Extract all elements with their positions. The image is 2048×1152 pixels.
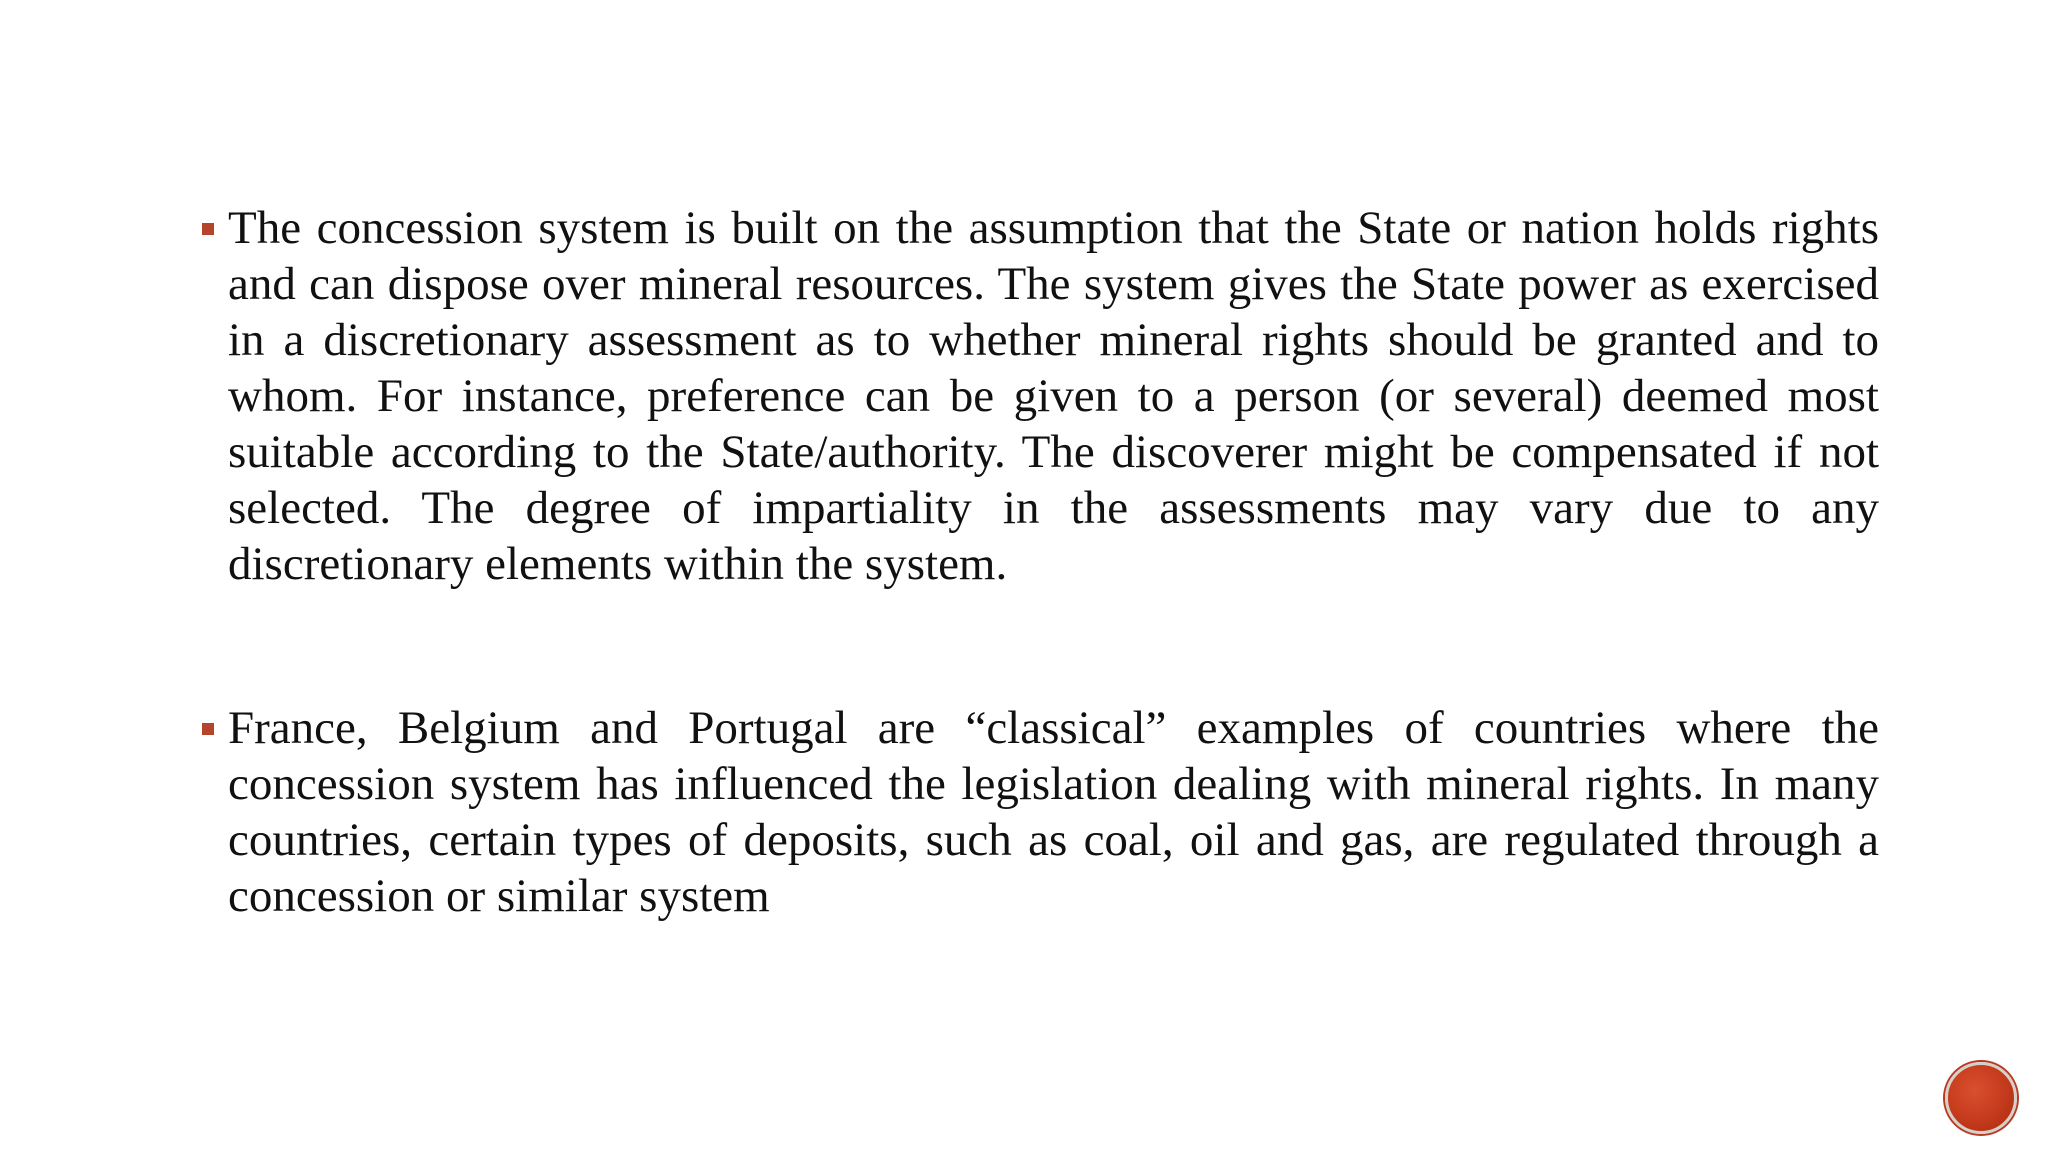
- bullet-item-concession: [196, 200, 1879, 592]
- square-bullet-icon: [202, 723, 214, 735]
- bullet-item-examples: [196, 700, 1879, 924]
- square-bullet-icon: [202, 223, 214, 235]
- bullet-text: France, Belgium and Portugal are “classical” examples of countries where the concession system has influenced the legislation dealing with mineral rights. In many countries, certain types of deposits, such as coal, oil and gas, are regulated through a concession or similar system: [228, 702, 1879, 922]
- slide-content: [196, 200, 1879, 924]
- bullet-text: The concession system is built on the assumption that the State or nation holds rights and can dispose over mineral resources. The system gives the State power as exercised in a discretionary assessment as to whether mineral rights should be granted and to whom. For instance, preference can be given to a person (or several) deemed most suitable according to the State/authority. The discoverer might be compensated if not selected. The degree of impartiality in the assessments may vary due to any discretionary elements within the system.: [228, 202, 1879, 590]
- circle-nav-icon[interactable]: [1945, 1062, 2017, 1134]
